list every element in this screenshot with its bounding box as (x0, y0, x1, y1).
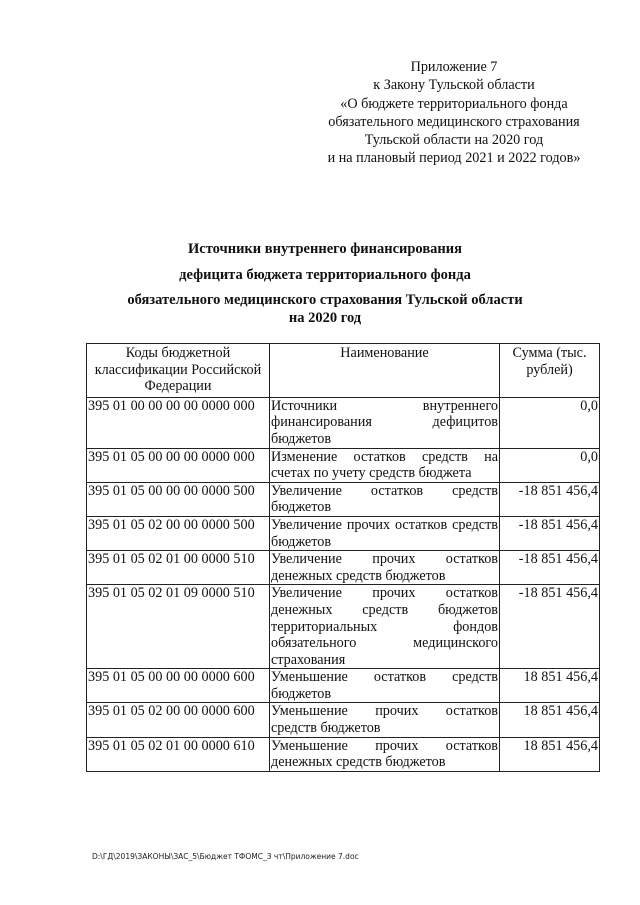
row-code: 395 01 05 00 00 00 0000 000 (87, 448, 270, 482)
row-sum: 18 851 456,4 (500, 703, 600, 737)
row-name: Увеличение прочих остатков средств бюджетов (271, 516, 498, 550)
appendix-line: Тульской области на 2020 год (364, 132, 544, 149)
file-path-footer: D:\ГД\2019\ЗАКОНЫ\ЗАС_5\Бюджет ТФОМС_3 чт\Приложение 7.doc (92, 852, 359, 861)
header-sum: Сумма (тыс. рублей) (500, 344, 600, 398)
document-title (60, 236, 590, 327)
table-row (87, 669, 600, 703)
appendix-line: Приложение 7 (410, 59, 498, 75)
table-row (87, 585, 600, 669)
row-code: 395 01 05 02 00 00 0000 500 (87, 516, 270, 550)
row-sum: -18 851 456,4 (500, 585, 600, 669)
table-row (87, 482, 600, 516)
row-sum: 18 851 456,4 (500, 669, 600, 703)
row-code: 395 01 05 02 01 09 0000 510 (87, 585, 270, 669)
title-line: обязательного медицинского страхования Тульской области (127, 292, 523, 308)
table-row (87, 737, 600, 771)
title-line: дефицита бюджета территориального фонда (179, 267, 471, 283)
title-line: на 2020 год (288, 310, 362, 326)
row-sum: 0,0 (500, 397, 600, 448)
row-sum: 0,0 (500, 448, 600, 482)
appendix-line: и на плановый период 2021 и 2022 годов» (327, 150, 581, 167)
appendix-note (304, 58, 604, 168)
row-code: 395 01 05 00 00 00 0000 600 (87, 669, 270, 703)
header-name: Наименование (270, 344, 500, 398)
row-name: Изменение остатков средств на счетах по учету средств бюджета (271, 448, 498, 482)
row-sum: -18 851 456,4 (500, 551, 600, 585)
table-row (87, 703, 600, 737)
title-line: Источники внутреннего финансирования (188, 241, 462, 257)
table-row (87, 516, 600, 550)
row-name: Увеличение прочих остатков денежных средств бюджетов территориальных фондов обязательного медицинского страхования (271, 585, 498, 668)
row-name: Источники внутреннего финансирования дефицитов бюджетов (271, 397, 498, 447)
table-row (87, 551, 600, 585)
row-sum: 18 851 456,4 (500, 737, 600, 771)
appendix-line: обязательного медицинского страхования (328, 113, 580, 130)
row-sum: -18 851 456,4 (500, 516, 600, 550)
row-code: 395 01 05 00 00 00 0000 500 (87, 482, 270, 516)
table-header-row (87, 344, 600, 398)
row-name: Уменьшение прочих остатков денежных средств бюджетов (271, 737, 498, 771)
header-code: Коды бюджетной классификации Российской Федерации (87, 344, 270, 398)
row-name: Уменьшение остатков средств бюджетов (271, 669, 498, 702)
row-code: 395 01 05 02 01 00 0000 610 (87, 737, 270, 771)
table-row (87, 397, 600, 448)
financing-sources-table (86, 343, 600, 772)
row-code: 395 01 05 02 01 00 0000 510 (87, 551, 270, 585)
table-row (87, 448, 600, 482)
row-name: Уменьшение прочих остатков средств бюджетов (271, 703, 498, 737)
appendix-line: «О бюджете территориального фонда (340, 95, 568, 112)
row-name: Увеличение прочих остатков денежных средств бюджетов (271, 551, 498, 584)
row-code: 395 01 00 00 00 00 0000 000 (87, 397, 270, 448)
row-sum: -18 851 456,4 (500, 482, 600, 516)
row-name: Увеличение остатков средств бюджетов (271, 482, 498, 516)
row-code: 395 01 05 02 00 00 0000 600 (87, 703, 270, 737)
appendix-line: к Закону Тульской области (373, 77, 535, 94)
